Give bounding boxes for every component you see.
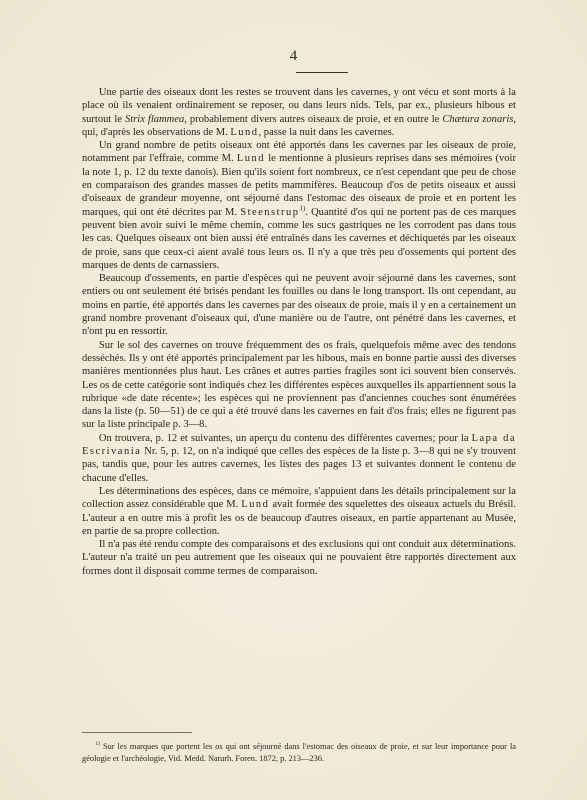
spaced-name: Steenstrup [240, 206, 300, 218]
italic-term: Strix flammea [124, 113, 185, 125]
paragraph [82, 272, 516, 338]
footnote-text [82, 741, 516, 764]
footnote-marker: 1) [95, 741, 100, 748]
paragraph [82, 139, 516, 272]
text-run: Nr. 5, p. 12, on n'a indiqué que celles des espèces de la liste p. 3—8 qui ne s'y trouvent pas, tandis que, pour les autres cavernes, les listes des pages 13 et suivantes donnent le contenu de chacune d'elles. [82, 446, 516, 484]
text-run: , probablement divers autres oiseaux de proie, et en outre le [184, 113, 443, 125]
text-run: . Quantité d'os qui ne portent pas de ces marques peuvent bien avoir suivi le même chemin, comme les sucs gastriques ne les corrodent pas dans tous les cas. Quelques oiseaux ont bien aussi été entraînés dans les cavernes et déchiquetés par les oiseaux de proie, sans que ceux-ci aient avalé tous leurs os. Il n'y a que très peu d'ossements qui portent des marques de dents de carnassiers. [82, 206, 516, 271]
text-run: Les déterminations des espèces, dans ce mémoire, s'appuient dans les détails principalement sur la collection assez considérable que M. [82, 485, 516, 511]
header-rule [296, 72, 348, 73]
italic-term: Chætura zonaris [442, 113, 514, 125]
text-run: Sur les marques que portent les os qui ont séjourné dans l'estomac des oiseaux de proie, et sur leur importance pour la géologie et l'archéologie, Vid. Medd. Naturh. Foren. 1872, p. 213—236. [82, 742, 516, 763]
text-run: Sur le sol des cavernes on trouve fréquemment des os frais, quelquefois même avec des tendons desséchés. Ils y ont été apportés principalement par les hibous, mais en bonne partie aussi des diverses manières mentionnées plus haut. Les crânes et autres parties fragiles sont ici souvent bien conservés. Les os de cette catégorie sont indiqués chez les différentes espèces auxquelles ils appartiennent sous la rubrique «de date récente»; les espèces qui ne proviennent pas d'anciennes couches sont énumérées dans la liste (p. 50—51) de ce qui a été trouvé dans les cavernes en fait d'os frais; elles ne figurent pas sur la liste principale p. 3—8. [82, 339, 516, 431]
paragraph [82, 538, 516, 578]
page-number: 4 [289, 48, 298, 64]
footnote-marker: 1) [299, 205, 306, 213]
spaced-name: Lund [241, 499, 270, 511]
text-run: le mentionne à plusieurs reprises dans ses mémoires (voir la note 1, p. 12 du texte danois). Bien qu'ils soient fort nombreux, ce n'est cependant que peu de chose en comparaison des grandes masses de petits mammifères. Beaucoup d'os de petits oiseaux et aussi d'oiseaux de grandeur moyenne, ont séjourné dans l'estomac des oiseaux de proie et en portent les marques, qui ont été décrites par M. [82, 153, 516, 218]
text-run: On trouvera, p. 12 et suivantes, un aperçu du contenu des différentes cavernes; pour la [98, 432, 472, 444]
footnote [82, 741, 516, 764]
spaced-name: Lapa da Escrivania [82, 432, 517, 458]
spaced-name: Lund [230, 126, 259, 138]
body-text [82, 86, 516, 578]
paragraph [82, 339, 516, 432]
text-run: , qui, d'après les observations de M. [82, 113, 516, 138]
text-run: Beaucoup d'ossements, en partie d'espèces qui ne peuvent avoir séjourné dans les cavernes, sont entiers ou ont seulement été brisés pendant les fouilles ou dans le long transport. Ils ont cependant, au moins en partie, été apportés dans les cavernes par des oiseaux de proie, mais il y en a certainement un grand nombre provenant d'oiseaux qui, d'une manière ou de l'autre, ont pénétré dans les cavernes, et n'ont pu en ressortir. [82, 273, 516, 338]
paragraph [82, 86, 516, 139]
text-run: Il n'a pas été rendu compte des comparaisons et des exclusions qui ont conduit aux déterminations. L'auteur n'a traité un peu autrement que les oiseaux qui ne pouvaient être rapportés directement aux formes dont il disposait comme termes de comparaison. [82, 539, 516, 577]
text-run: , passe la nuit dans les cavernes. [258, 126, 395, 138]
paragraph [82, 432, 516, 485]
spaced-name: Lund [236, 153, 266, 165]
text-run: Un grand nombre de petits oiseaux ont été apportés dans les cavernes par les oiseaux de proie, notamment par l'effraie, comme M. [82, 140, 516, 165]
text-run: Une partie des oiseaux dont les restes se trouvent dans les cavernes, y ont vécu et sont morts à la place où ils venaient ordinairement se reposer, ou dans leurs nids. Tels, par ex., plusieurs hibous et surtout le [82, 87, 516, 125]
footnote-rule [82, 732, 192, 733]
text-run: avait formée des squelettes des oiseaux actuels du Brésil. L'auteur a en outre mis à profit les os de beaucoup d'autres oiseaux, en partie appartenant au Musée, en partie de sa propre collection. [82, 499, 516, 537]
paragraph [82, 485, 516, 538]
